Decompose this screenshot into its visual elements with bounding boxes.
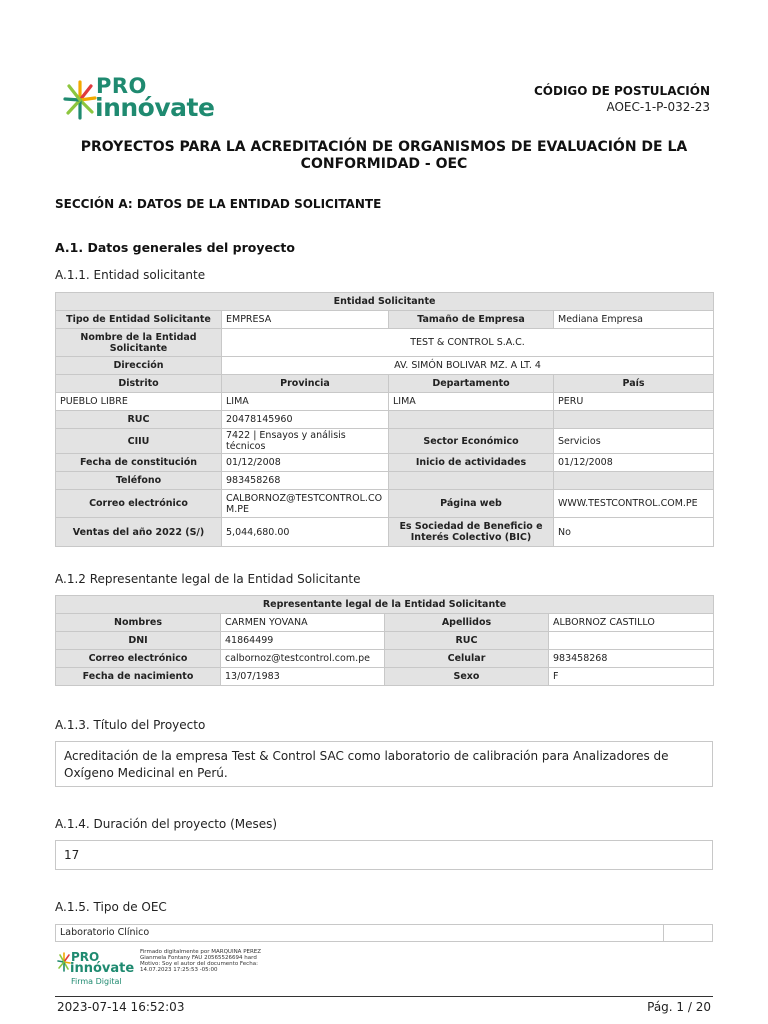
constitution-date-label: Fecha de constitución bbox=[56, 454, 222, 472]
company-size-value: Mediana Empresa bbox=[554, 311, 714, 329]
district-value: PUEBLO LIBRE bbox=[56, 393, 222, 411]
country-label: País bbox=[554, 375, 714, 393]
oec-type-value: Laboratorio Clínico bbox=[56, 925, 664, 941]
project-title-box: Acreditación de la empresa Test & Control SAC como laboratorio de calibración para Analizadores de Oxígeno Medicinal en Perú. bbox=[55, 741, 713, 787]
representative-table-header: Representante legal de la Entidad Solicitante bbox=[56, 596, 714, 614]
website-value: WWW.TESTCONTROL.COM.PE bbox=[554, 490, 714, 518]
logo-innovate-text: innóvate bbox=[95, 93, 215, 122]
oec-type-row bbox=[55, 924, 713, 942]
entity-type-label: Tipo de Entidad Solicitante bbox=[56, 311, 222, 329]
constitution-date-value: 01/12/2008 bbox=[222, 454, 389, 472]
ruc-label: RUC bbox=[56, 411, 222, 429]
duration-box: 17 bbox=[55, 840, 713, 870]
address-label: Dirección bbox=[56, 357, 222, 375]
activity-start-label: Inicio de actividades bbox=[389, 454, 554, 472]
province-value: LIMA bbox=[222, 393, 389, 411]
empty-cell bbox=[389, 472, 554, 490]
signature-firma-label: Firma Digital bbox=[71, 977, 122, 986]
country-value: PERU bbox=[554, 393, 714, 411]
company-size-label: Tamaño de Empresa bbox=[389, 311, 554, 329]
ciiu-value: 7422 | Ensayos y análisis técnicos bbox=[222, 429, 389, 454]
sales-label: Ventas del año 2022 (S/) bbox=[56, 518, 222, 547]
empty-cell bbox=[554, 472, 714, 490]
logo-pro-text: PRO bbox=[96, 74, 147, 98]
economic-sector-label: Sector Económico bbox=[389, 429, 554, 454]
a14-title: A.1.4. Duración del proyecto (Meses) bbox=[55, 817, 278, 831]
section-a-title: SECCIÓN A: DATOS DE LA ENTIDAD SOLICITANTE bbox=[55, 197, 382, 211]
entity-table-header: Entidad Solicitante bbox=[56, 293, 714, 311]
ciiu-label: CIIU bbox=[56, 429, 222, 454]
proinnovate-logo bbox=[62, 74, 232, 126]
birth-date-label: Fecha de nacimiento bbox=[56, 668, 221, 686]
sex-label: Sexo bbox=[385, 668, 549, 686]
mobile-value: 983458268 bbox=[549, 650, 714, 668]
province-label: Provincia bbox=[222, 375, 389, 393]
phone-value: 983458268 bbox=[222, 472, 389, 490]
rep-ruc-value bbox=[549, 632, 714, 650]
ruc-value: 20478145960 bbox=[222, 411, 389, 429]
a12-title: A.1.2 Representante legal de la Entidad Solicitante bbox=[55, 572, 361, 586]
first-names-label: Nombres bbox=[56, 614, 221, 632]
email-value: CALBORNOZ@TESTCONTROL.COM.PE bbox=[222, 490, 389, 518]
logo-burst-icon bbox=[62, 76, 98, 122]
last-names-label: Apellidos bbox=[385, 614, 549, 632]
address-value: AV. SIMÓN BOLIVAR MZ. A LT. 4 bbox=[222, 357, 714, 375]
department-value: LIMA bbox=[389, 393, 554, 411]
activity-start-value: 01/12/2008 bbox=[554, 454, 714, 472]
economic-sector-value: Servicios bbox=[554, 429, 714, 454]
bic-label: Es Sociedad de Beneficio e Interés Colectivo (BIC) bbox=[389, 518, 554, 547]
a13-title: A.1.3. Título del Proyecto bbox=[55, 718, 206, 732]
empty-cell bbox=[389, 411, 554, 429]
signature-details: Firmado digitalmente por MARQUINA PEREZ Gianmela Fontany FAU 20565526694 hard Motivo: Soy el autor del documento Fecha: 14.07.2023 17:25:53 -05:00 bbox=[140, 949, 262, 973]
email-label: Correo electrónico bbox=[56, 490, 222, 518]
sex-value: F bbox=[549, 668, 714, 686]
a11-title: A.1.1. Entidad solicitante bbox=[55, 268, 206, 282]
signature-burst-icon bbox=[57, 951, 71, 973]
a1-title: A.1. Datos generales del proyecto bbox=[55, 240, 295, 255]
dni-value: 41864499 bbox=[221, 632, 385, 650]
rep-email-value: calbornoz@testcontrol.com.pe bbox=[221, 650, 385, 668]
digital-signature-logo bbox=[57, 950, 137, 988]
signature-pro-text: PRO bbox=[71, 950, 100, 964]
representative-table bbox=[55, 595, 714, 686]
footer-divider bbox=[55, 996, 713, 997]
rep-email-label: Correo electrónico bbox=[56, 650, 221, 668]
application-code bbox=[534, 84, 710, 114]
rep-ruc-label: RUC bbox=[385, 632, 549, 650]
footer-date: 2023-07-14 16:52:03 bbox=[57, 1000, 185, 1014]
entity-table bbox=[55, 292, 714, 547]
department-label: Departamento bbox=[389, 375, 554, 393]
a15-title: A.1.5. Tipo de OEC bbox=[55, 900, 167, 914]
document-title: PROYECTOS PARA LA ACREDITACIÓN DE ORGANISMOS DE EVALUACIÓN DE LA CONFORMIDAD - OEC bbox=[80, 139, 688, 172]
phone-label: Teléfono bbox=[56, 472, 222, 490]
dni-label: DNI bbox=[56, 632, 221, 650]
entity-name-value: TEST & CONTROL S.A.C. bbox=[222, 329, 714, 357]
bic-value: No bbox=[554, 518, 714, 547]
application-code-label: CÓDIGO DE POSTULACIÓN bbox=[533, 84, 710, 98]
last-names-value: ALBORNOZ CASTILLO bbox=[549, 614, 714, 632]
first-names-value: CARMEN YOVANA bbox=[221, 614, 385, 632]
signature-innovate-text: innóvate bbox=[70, 961, 135, 976]
sales-value: 5,044,680.00 bbox=[222, 518, 389, 547]
mobile-label: Celular bbox=[385, 650, 549, 668]
application-code-value: AOEC-1-P-032-23 bbox=[606, 100, 710, 114]
empty-cell bbox=[554, 411, 714, 429]
birth-date-value: 13/07/1983 bbox=[221, 668, 385, 686]
entity-type-value: EMPRESA bbox=[222, 311, 389, 329]
website-label: Página web bbox=[389, 490, 554, 518]
footer-page-number: Pág. 1 / 20 bbox=[647, 1000, 711, 1014]
district-label: Distrito bbox=[56, 375, 222, 393]
entity-name-label: Nombre de la Entidad Solicitante bbox=[56, 329, 222, 357]
